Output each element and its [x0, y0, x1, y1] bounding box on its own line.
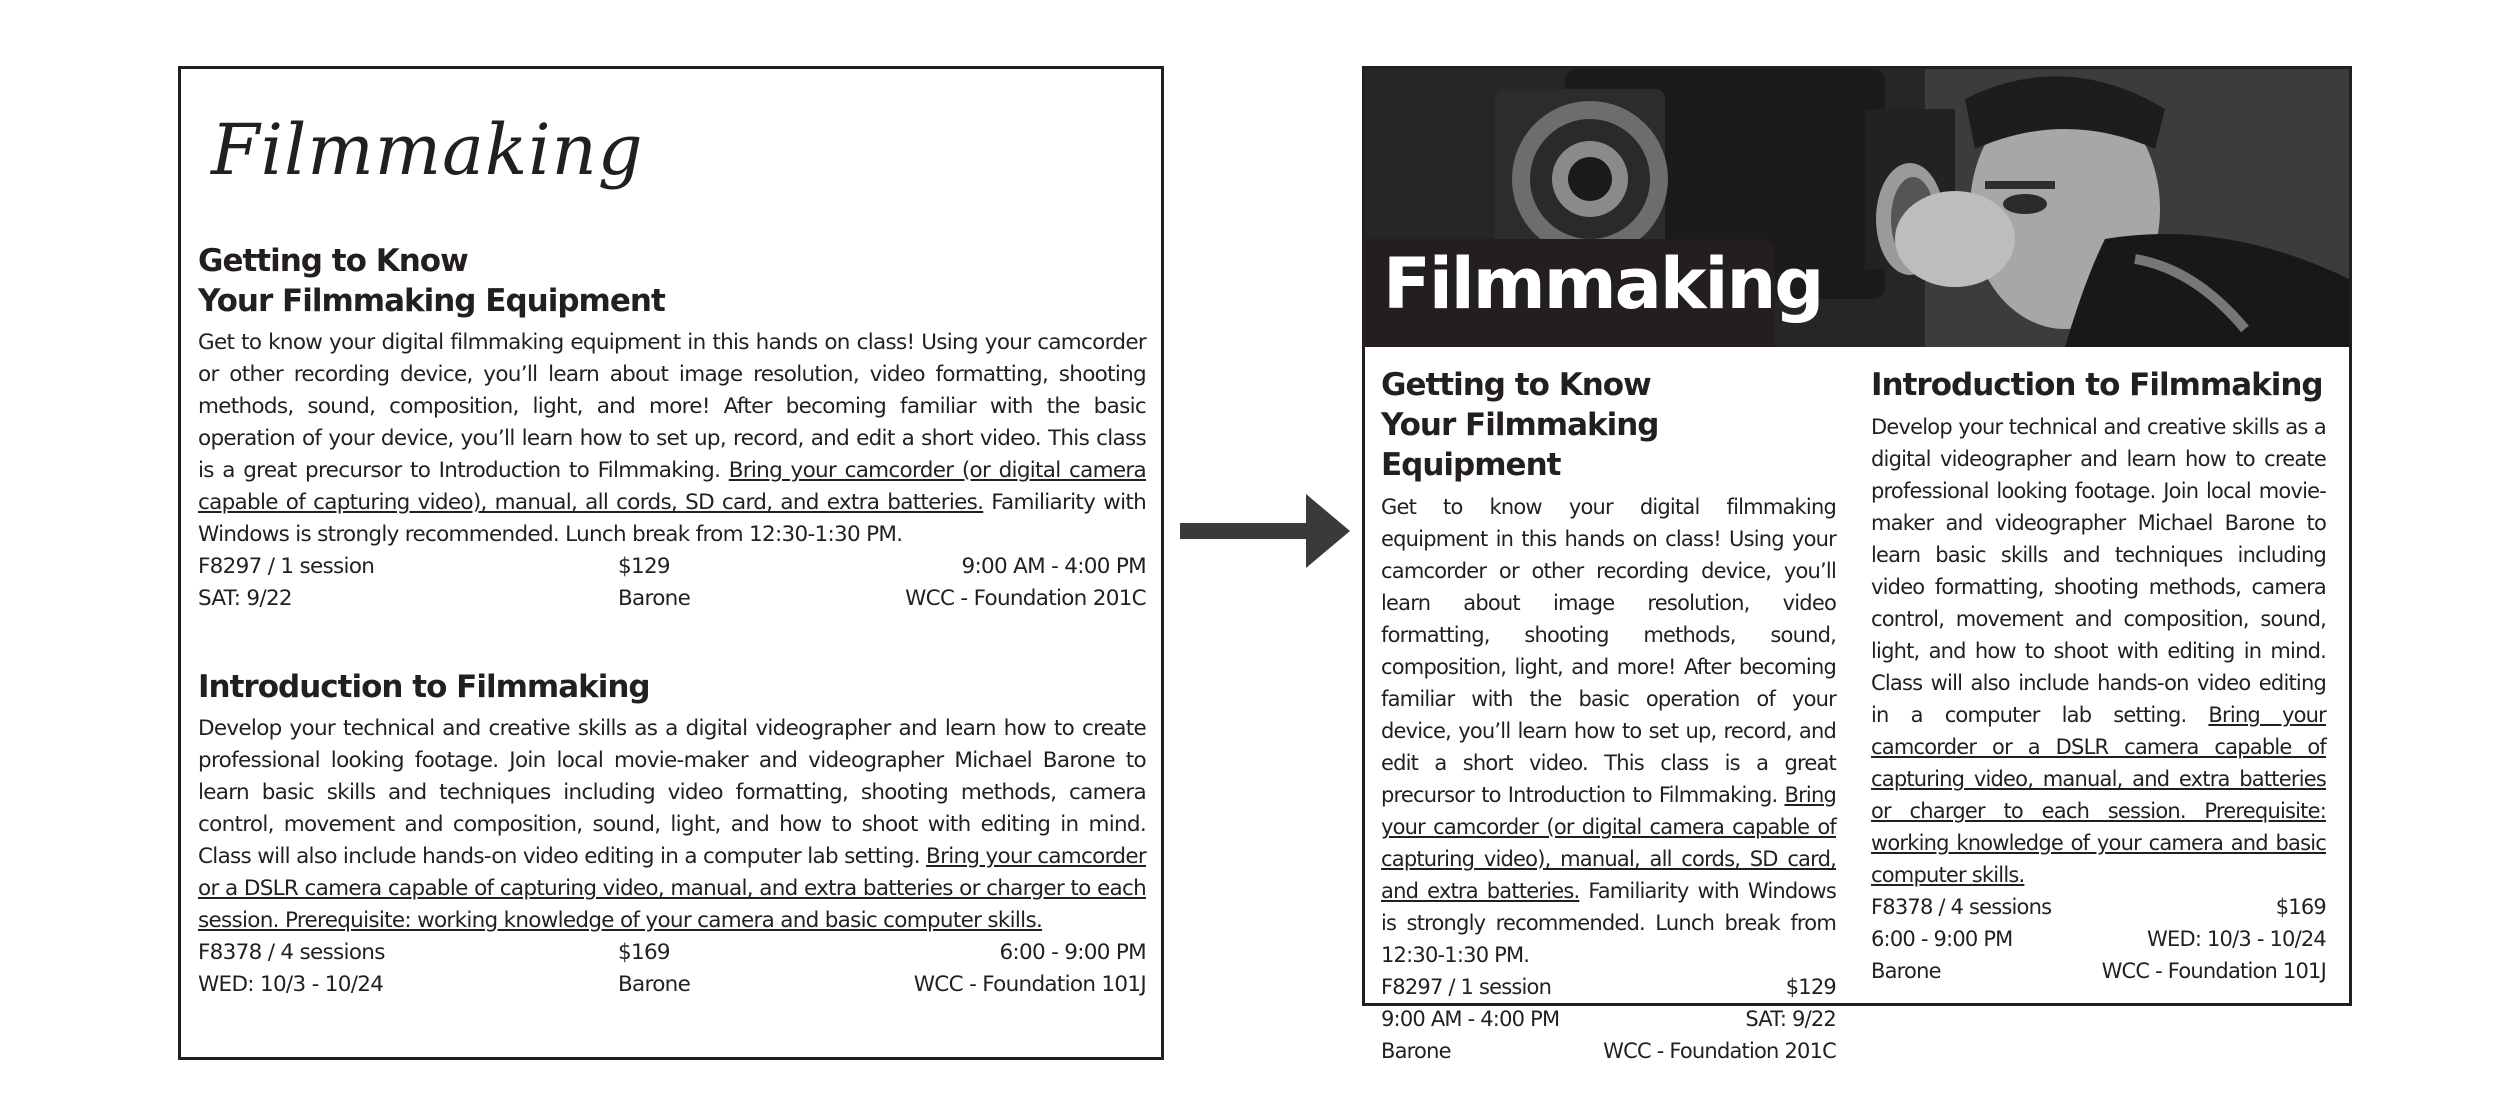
course-heading: Introduction to Filmmaking: [1871, 367, 2323, 403]
course-instructor: Barone: [1871, 959, 1941, 983]
meta-row: [1381, 1003, 1836, 1035]
course-code: F8378 / 4 sessions: [1871, 895, 2052, 919]
meta-row: [198, 583, 1146, 615]
meta-row: [1871, 891, 2326, 923]
course-location: WCC - Foundation 201C: [1603, 1039, 1836, 1063]
course-heading-line1: Getting to Know: [198, 243, 468, 279]
meta-row: [198, 937, 1146, 969]
course-heading-line1: Getting to Know: [1381, 367, 1651, 403]
course-price: $129: [618, 554, 670, 579]
course-meta: [198, 551, 1146, 615]
course-description: [198, 713, 1146, 937]
course-equipment: [198, 241, 1146, 615]
description-text-end: Familiarity with Windows is strongly recommended. Lunch break from 12:30-1:30 PM.: [1381, 879, 1836, 967]
course-instructor: Barone: [618, 586, 691, 611]
course-code: F8378 / 4 sessions: [198, 940, 385, 965]
course-time: 6:00 - 9:00 PM: [999, 940, 1146, 965]
course-date: SAT: 9/22: [198, 586, 292, 611]
course-equipment: [1381, 365, 1836, 1067]
course-date: WED: 10/3 - 10/24: [2147, 927, 2326, 951]
description-text: Develop your technical and creative skills as a digital videographer and learn how to create professional looking footage. Join local movie-maker and videographer Michael Barone to learn basic skills and techniques including video formatting, shooting methods, camera control, movement and composition, sound, light, and how to shoot with editing in mind. Class will also include hands-on video editing in a computer lab setting.: [198, 716, 1146, 869]
course-heading: [1381, 365, 1836, 485]
requirements-text: Bring your camcorder (or digital camera capable of capturing video), manual, all cords, SD card, and extra batteries.: [1381, 783, 1836, 903]
course-description: [1871, 411, 2326, 891]
course-heading-line2: Your Filmmaking Equipment: [198, 283, 665, 319]
original-layout-panel: [178, 66, 1164, 1060]
meta-row: [198, 969, 1146, 1001]
course-intro: [198, 667, 1146, 1001]
course-intro: [1871, 365, 2326, 987]
course-price: $169: [2275, 895, 2326, 919]
script-title: Filmmaking: [211, 109, 644, 191]
requirements-text: Bring your camcorder or a DSLR camera capable of capturing video, manual, and extra batteries or charger to each session. Prerequisite: working knowledge of your camera and basic computer skills.: [198, 844, 1146, 933]
course-meta: [1871, 891, 2326, 987]
meta-row: [1871, 955, 2326, 987]
course-heading: [198, 241, 1146, 321]
description-text-end: Familiarity with Windows is strongly recommended. Lunch break from 12:30-1:30 PM.: [198, 490, 1146, 547]
description-text: Get to know your digital filmmaking equipment in this hands on class! Using your camcorder or other recording device, you’ll learn about image resolution, video formatting, shooting methods, sound, composition, light, and more! After becoming familiar with the basic operation of your device, you’ll learn how to set up, record, and edit a short video. This class is a great precursor to Introduction to Filmmaking.: [198, 330, 1146, 483]
course-meta: [198, 937, 1146, 1001]
meta-row: [1381, 971, 1836, 1003]
banner-title-box: [1365, 239, 1823, 347]
course-meta: [1381, 971, 1836, 1067]
course-instructor: Barone: [1381, 1039, 1451, 1063]
course-heading: Introduction to Filmmaking: [198, 669, 650, 705]
description-text: Develop your technical and creative skills as a digital videographer and learn how to create professional looking footage. Join local movie-maker and videographer Michael Barone to learn basic skills and techniques including video formatting, shooting methods, camera control, movement and composition, sound, light, and how to shoot with editing in mind. Class will also include hands-on video editing in a computer lab setting.: [1871, 415, 2326, 727]
course-description: [1381, 491, 1836, 971]
meta-row: [1871, 923, 2326, 955]
requirements-text: Bring your camcorder or a DSLR camera capable of capturing video, manual, and extra batteries or charger to each session. Prerequisite: working knowledge of your camera and basic computer skills.: [1871, 703, 2326, 887]
course-location: WCC - Foundation 201C: [905, 586, 1146, 611]
course-time: 9:00 AM - 4:00 PM: [961, 554, 1146, 579]
course-time: 9:00 AM - 4:00 PM: [1381, 1007, 1560, 1031]
course-description: [198, 327, 1146, 551]
banner-title: Filmmaking: [1383, 243, 1823, 325]
course-price: $169: [618, 940, 670, 965]
right-arrow-icon: [1180, 494, 1350, 575]
meta-row: [198, 551, 1146, 583]
course-instructor: Barone: [618, 972, 691, 997]
course-date: SAT: 9/22: [1745, 1007, 1836, 1031]
redesign-layout-panel: [1362, 66, 2352, 1063]
course-code: F8297 / 1 session: [1381, 975, 1552, 999]
course-location: WCC - Foundation 101J: [913, 972, 1146, 997]
course-code: F8297 / 1 session: [198, 554, 375, 579]
course-location: WCC - Foundation 101J: [2101, 959, 2326, 983]
banner: [1365, 69, 2349, 347]
course-date: WED: 10/3 - 10/24: [198, 972, 384, 997]
requirements-text: Bring your camcorder (or digital camera capable of capturing video), manual, all cords, SD card, and extra batteries.: [198, 458, 1146, 515]
meta-row: [1381, 1035, 1836, 1067]
course-time: 6:00 - 9:00 PM: [1871, 927, 2013, 951]
course-heading-line2: Your Filmmaking Equipment: [1381, 407, 1659, 483]
course-price: $129: [1785, 975, 1836, 999]
description-text: Get to know your digital filmmaking equipment in this hands on class! Using your camcorder or other recording device, you’ll learn about image resolution, video formatting, shooting methods, sound, composition, light, and more! After becoming familiar with the basic operation of your device, you’ll learn how to set up, record, and edit a short video. This class is a great precursor to Introduction to Filmmaking.: [1381, 495, 1836, 807]
